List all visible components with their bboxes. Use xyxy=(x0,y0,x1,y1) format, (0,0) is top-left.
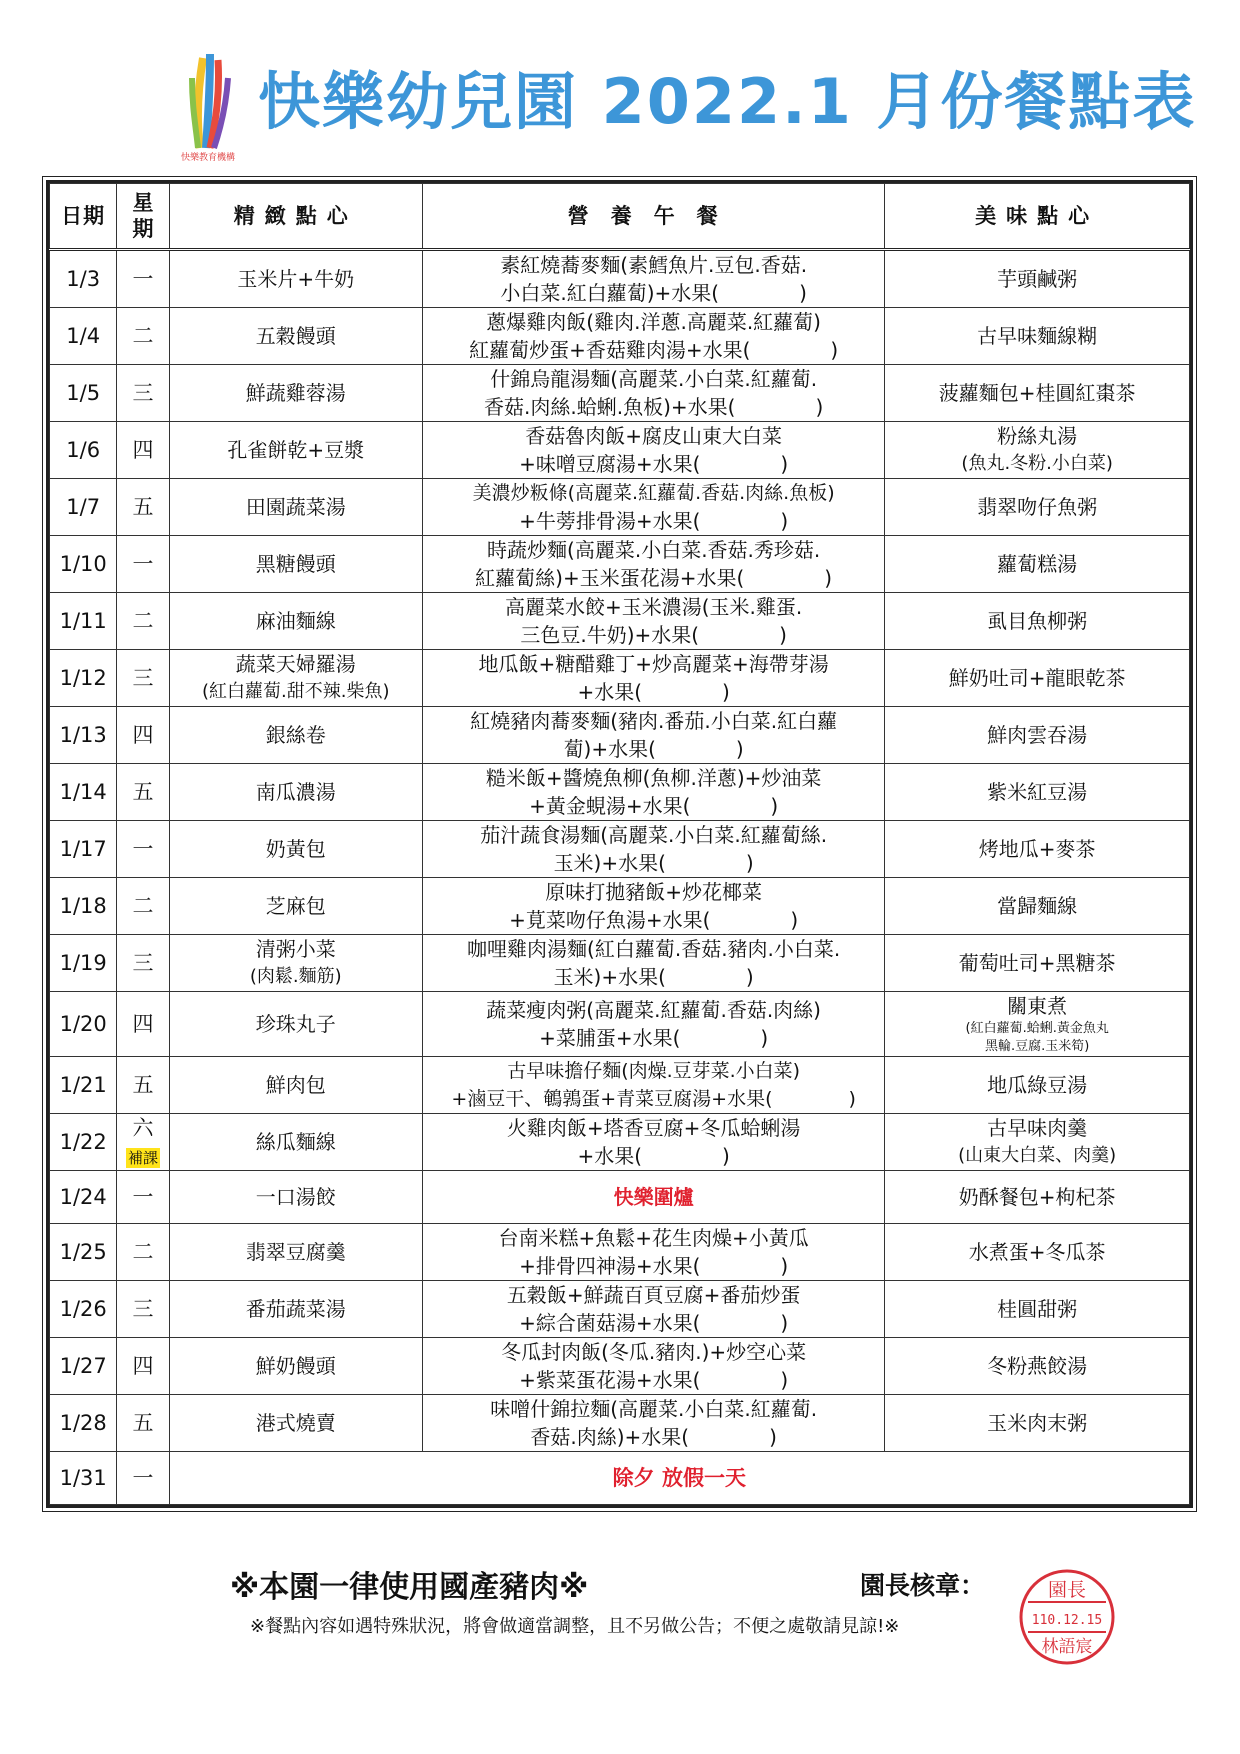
logo-caption: 快樂教育機構 xyxy=(180,152,236,162)
lunch-line: 美濃炒粄條(高麗菜.紅蘿蔔.香菇.肉絲.魚板) xyxy=(472,482,835,504)
weekday-cell xyxy=(117,1171,169,1224)
weekday-label: 六 xyxy=(132,1116,154,1140)
snack1-line: 麻油麵線 xyxy=(255,609,336,633)
weekday-label: 一 xyxy=(132,1466,154,1490)
morning-snack-cell xyxy=(169,1338,422,1395)
weekday-cell xyxy=(117,1452,169,1505)
lunch-cell xyxy=(422,365,884,422)
table-row xyxy=(50,1057,1190,1114)
afternoon-snack-cell xyxy=(885,422,1190,479)
approval-label: 園長核章： xyxy=(860,1571,986,1600)
snack2-line: 古早味麵線糊 xyxy=(977,324,1098,348)
lunch-cell xyxy=(422,593,884,650)
weekday-cell xyxy=(117,650,169,707)
lunch-line: 玉米)+水果( ) xyxy=(553,851,754,875)
afternoon-snack-cell xyxy=(885,1114,1190,1171)
weekday-cell xyxy=(117,422,169,479)
snack2-line: 虱目魚柳粥 xyxy=(987,609,1088,633)
lunch-line: 香菇.肉絲)+水果( ) xyxy=(530,1425,777,1449)
principal-stamp xyxy=(1016,1566,1118,1668)
weekday-cell xyxy=(117,1338,169,1395)
lunch-line: 玉米)+水果( ) xyxy=(553,965,754,989)
snack1-line: 玉米片+牛奶 xyxy=(237,267,355,291)
lunch-line: 糙米飯+醬燒魚柳(魚柳.洋蔥)+炒油菜 xyxy=(485,766,822,790)
weekday-label: 四 xyxy=(132,1012,154,1036)
weekday-label: 五 xyxy=(132,495,154,519)
lunch-line: 原味打拋豬飯+炒花椰菜 xyxy=(545,880,763,904)
lunch-line: +莧菜吻仔魚湯+水果( ) xyxy=(509,908,799,932)
weekday-label: 五 xyxy=(132,780,154,804)
lunch-cell xyxy=(422,935,884,992)
svg-text:林語宸: 林語宸 xyxy=(1041,1637,1093,1657)
table-row xyxy=(50,593,1190,650)
afternoon-snack-cell xyxy=(885,250,1190,308)
weekday-cell xyxy=(117,1224,169,1281)
lunch-cell xyxy=(422,479,884,536)
table-row xyxy=(50,250,1190,308)
morning-snack-cell xyxy=(169,1057,422,1114)
weekday-cell xyxy=(117,250,169,308)
pork-notice: ※本園一律使用國產豬肉※ xyxy=(230,1570,589,1605)
morning-snack-cell xyxy=(169,821,422,878)
weekday-label: 二 xyxy=(132,324,154,348)
date-cell: 1/13 xyxy=(50,707,117,764)
morning-snack-cell xyxy=(169,250,422,308)
footer-note: ※餐點內容如遇特殊狀況，將會做適當調整，且不另做公告；不便之處敬請見諒!※ xyxy=(250,1616,900,1637)
lunch-line: 古早味擔仔麵(肉燥.豆芽菜.小白菜) xyxy=(507,1060,801,1082)
snack2-line: 蘿蔔糕湯 xyxy=(997,552,1078,576)
snack2-line: 古早味肉羹 xyxy=(987,1116,1088,1140)
lunch-cell xyxy=(422,1395,884,1452)
weekday-cell xyxy=(117,308,169,365)
snack1-line: 鮮肉包 xyxy=(265,1073,326,1097)
table-row xyxy=(50,935,1190,992)
afternoon-snack-cell xyxy=(885,1057,1190,1114)
afternoon-snack-cell xyxy=(885,1281,1190,1338)
afternoon-snack-cell xyxy=(885,878,1190,935)
afternoon-snack-cell xyxy=(885,707,1190,764)
snack2-line: 翡翠吻仔魚粥 xyxy=(977,495,1098,519)
date-cell: 1/12 xyxy=(50,650,117,707)
date-cell: 1/20 xyxy=(50,992,117,1057)
date-cell: 1/31 xyxy=(50,1452,117,1505)
weekday-cell xyxy=(117,1057,169,1114)
afternoon-snack-cell xyxy=(885,536,1190,593)
weekday-label: 三 xyxy=(132,666,154,690)
lunch-line: 紅燒豬肉蕎麥麵(豬肉.番茄.小白菜.紅白蘿 xyxy=(470,709,838,733)
snack2-line: 鮮奶吐司+龍眼乾茶 xyxy=(948,666,1126,690)
lunch-line: 火雞肉飯+塔香豆腐+冬瓜蛤蜊湯 xyxy=(506,1116,801,1140)
lunch-cell xyxy=(422,764,884,821)
date-cell: 1/10 xyxy=(50,536,117,593)
snack1-line: 蔬菜天婦羅湯 xyxy=(235,652,356,676)
date-cell: 1/22 xyxy=(50,1114,117,1171)
weekday-label: 二 xyxy=(132,894,154,918)
snack2-line: 菠蘿麵包+桂圓紅棗茶 xyxy=(938,381,1136,405)
date-cell: 1/17 xyxy=(50,821,117,878)
morning-snack-cell xyxy=(169,992,422,1057)
lunch-line: 時蔬炒麵(高麗菜.小白菜.香菇.秀珍菇. xyxy=(487,538,821,562)
date-cell: 1/7 xyxy=(50,479,117,536)
afternoon-snack-cell xyxy=(885,1224,1190,1281)
lunch-line: 咖哩雞肉湯麵(紅白蘿蔔.香菇.豬肉.小白菜. xyxy=(467,937,841,961)
table-row xyxy=(50,479,1190,536)
weekday-label: 一 xyxy=(132,552,154,576)
lunch-line: +滷豆干、鵪鶉蛋+青菜豆腐湯+水果( ) xyxy=(451,1088,856,1110)
header-day-label: 星期 xyxy=(132,191,154,241)
snack1-line: 黑糖饅頭 xyxy=(255,552,336,576)
afternoon-snack-cell xyxy=(885,650,1190,707)
table-row xyxy=(50,1224,1190,1281)
date-cell: 1/5 xyxy=(50,365,117,422)
weekday-cell xyxy=(117,1114,169,1171)
header-snack2: 美味點心 xyxy=(885,184,1190,250)
weekday-label: 五 xyxy=(132,1073,154,1097)
morning-snack-cell xyxy=(169,935,422,992)
morning-snack-cell xyxy=(169,1114,422,1171)
lunch-line: 味噌什錦拉麵(高麗菜.小白菜.紅蘿蔔. xyxy=(490,1397,818,1421)
snack2-line: 紫米紅豆湯 xyxy=(987,780,1088,804)
snack1-line: 清粥小菜 xyxy=(255,937,336,961)
date-cell: 1/3 xyxy=(50,250,117,308)
date-cell: 1/27 xyxy=(50,1338,117,1395)
snack1-line: 芝麻包 xyxy=(265,894,326,918)
weekday-cell xyxy=(117,707,169,764)
afternoon-snack-cell xyxy=(885,479,1190,536)
weekday-label: 一 xyxy=(132,1185,154,1209)
snack2-line: 烤地瓜+麥茶 xyxy=(978,837,1096,861)
snack1-line: 奶黃包 xyxy=(265,837,326,861)
lunch-cell xyxy=(422,992,884,1057)
lunch-line: 高麗菜水餃+玉米濃湯(玉米.雞蛋. xyxy=(505,595,803,619)
date-cell: 1/18 xyxy=(50,878,117,935)
snack1-line: 翡翠豆腐羹 xyxy=(245,1240,346,1264)
snack1-line: 港式燒賣 xyxy=(255,1411,336,1435)
kindergarten-logo xyxy=(148,48,268,168)
date-cell: 1/6 xyxy=(50,422,117,479)
weekday-label: 一 xyxy=(132,267,154,291)
afternoon-snack-cell xyxy=(885,992,1190,1057)
morning-snack-cell xyxy=(169,764,422,821)
snack1-line: 南瓜濃湯 xyxy=(255,780,336,804)
snack1-line: 一口湯餃 xyxy=(255,1185,336,1209)
table-row xyxy=(50,422,1190,479)
snack1-line: 珍珠丸子 xyxy=(255,1012,336,1036)
weekday-cell xyxy=(117,536,169,593)
morning-snack-cell xyxy=(169,878,422,935)
holiday-cell: 除夕 放假一天 xyxy=(169,1452,1189,1505)
lunch-cell xyxy=(422,1171,884,1224)
lunch-line: 紅蘿蔔炒蛋+香菇雞肉湯+水果( ) xyxy=(469,338,839,362)
lunch-cell xyxy=(422,878,884,935)
date-cell: 1/21 xyxy=(50,1057,117,1114)
menu-table-frame xyxy=(46,180,1193,1508)
afternoon-snack-cell xyxy=(885,935,1190,992)
weekday-cell xyxy=(117,479,169,536)
morning-snack-cell xyxy=(169,479,422,536)
date-cell: 1/24 xyxy=(50,1171,117,1224)
lunch-cell xyxy=(422,250,884,308)
weekday-label: 二 xyxy=(132,1240,154,1264)
lunch-cell xyxy=(422,1281,884,1338)
lunch-line: +紫菜蛋花湯+水果( ) xyxy=(519,1368,789,1392)
lunch-line: +水果( ) xyxy=(577,1144,730,1168)
date-cell: 1/11 xyxy=(50,593,117,650)
lunch-line: 什錦烏龍湯麵(高麗菜.小白菜.紅蘿蔔. xyxy=(490,367,818,391)
snack2-line: 葡萄吐司+黑糖茶 xyxy=(958,951,1116,975)
afternoon-snack-cell xyxy=(885,1338,1190,1395)
table-row xyxy=(50,707,1190,764)
table-row xyxy=(50,764,1190,821)
snack1-line: (肉鬆.麵筋) xyxy=(249,966,342,987)
morning-snack-cell xyxy=(169,422,422,479)
afternoon-snack-cell xyxy=(885,308,1190,365)
lunch-line: +排骨四神湯+水果( ) xyxy=(519,1254,789,1278)
date-cell: 1/28 xyxy=(50,1395,117,1452)
snack1-line: 鮮奶饅頭 xyxy=(255,1354,336,1378)
date-cell: 1/26 xyxy=(50,1281,117,1338)
snack1-line: 田園蔬菜湯 xyxy=(245,495,346,519)
table-header-row xyxy=(50,184,1190,250)
weekday-label: 三 xyxy=(132,951,154,975)
header-date: 日期 xyxy=(50,184,117,250)
afternoon-snack-cell xyxy=(885,365,1190,422)
snack2-line: 粉絲丸湯 xyxy=(997,424,1078,448)
table-row xyxy=(50,650,1190,707)
snack2-line: 玉米肉末粥 xyxy=(987,1411,1088,1435)
lunch-line: +黃金蜆湯+水果( ) xyxy=(529,794,779,818)
lunch-cell xyxy=(422,1057,884,1114)
lunch-line: 地瓜飯+糖醋雞丁+炒高麗菜+海帶芽湯 xyxy=(478,652,829,676)
weekday-label: 一 xyxy=(132,837,154,861)
header-day xyxy=(117,184,169,250)
weekday-cell xyxy=(117,821,169,878)
table-row xyxy=(50,992,1190,1057)
weekday-label: 四 xyxy=(132,1354,154,1378)
lunch-line: 素紅燒蕎麥麵(素鱈魚片.豆包.香菇. xyxy=(500,253,808,277)
table-row xyxy=(50,365,1190,422)
snack2-line: 關東煮 xyxy=(1007,994,1068,1018)
morning-snack-cell xyxy=(169,593,422,650)
weekday-cell xyxy=(117,1395,169,1452)
menu-table xyxy=(49,183,1190,1505)
lunch-line: 香菇魯肉飯+腐皮山東大白菜 xyxy=(525,424,783,448)
lunch-line: 香菇.肉絲.蛤蜊.魚板)+水果( ) xyxy=(484,395,824,419)
lunch-line: +味噌豆腐湯+水果( ) xyxy=(519,452,789,476)
table-row xyxy=(50,1281,1190,1338)
lunch-line: +菜脯蛋+水果( ) xyxy=(539,1026,769,1050)
snack2-line: 桂圓甜粥 xyxy=(997,1297,1078,1321)
lunch-line: +牛蒡排骨湯+水果( ) xyxy=(519,509,789,533)
weekday-label: 二 xyxy=(132,609,154,633)
table-body xyxy=(50,250,1190,1505)
afternoon-snack-cell xyxy=(885,593,1190,650)
svg-text:園長: 園長 xyxy=(1047,1579,1087,1601)
weekday-cell xyxy=(117,764,169,821)
makeup-class-badge: 補課 xyxy=(127,1149,158,1167)
morning-snack-cell xyxy=(169,536,422,593)
weekday-cell xyxy=(117,992,169,1057)
weekday-cell xyxy=(117,1281,169,1338)
snack2-line: 當歸麵線 xyxy=(997,894,1078,918)
lunch-line: 蔔)+水果( ) xyxy=(563,737,744,761)
lunch-line: +綜合菌菇湯+水果( ) xyxy=(519,1311,789,1335)
table-row xyxy=(50,1338,1190,1395)
snack2-line: (山東大白菜、肉羹) xyxy=(958,1145,1117,1166)
snack2-line: 芋頭鹹粥 xyxy=(997,267,1078,291)
table-row xyxy=(50,308,1190,365)
weekday-label: 三 xyxy=(132,381,154,405)
page-title: 快樂幼兒園 2022.1 月份餐點表 xyxy=(258,65,1197,138)
weekday-label: 五 xyxy=(132,1411,154,1435)
snack2-line: (紅白蘿蔔.蛤蜊.黃金魚丸 xyxy=(965,1021,1109,1036)
table-row xyxy=(50,1114,1190,1171)
lunch-line: 冬瓜封肉飯(冬瓜.豬肉.)+炒空心菜 xyxy=(501,1340,807,1364)
lunch-line: 五穀飯+鮮蔬百頁豆腐+番茄炒蛋 xyxy=(506,1283,801,1307)
lunch-cell xyxy=(422,308,884,365)
snack2-line: 黑輪.豆腐.玉米筍) xyxy=(985,1039,1090,1054)
lunch-line: 台南米糕+魚鬆+花生肉燥+小黃瓜 xyxy=(498,1226,809,1250)
snack1-line: 番茄蔬菜湯 xyxy=(245,1297,346,1321)
table-row xyxy=(50,1452,1190,1505)
lunch-cell xyxy=(422,1224,884,1281)
header-lunch: 營養午餐 xyxy=(422,184,884,250)
lunch-line: 紅蘿蔔絲)+玉米蛋花湯+水果( ) xyxy=(475,566,833,590)
lunch-line: 快樂圍爐 xyxy=(613,1185,694,1209)
date-cell: 1/19 xyxy=(50,935,117,992)
lunch-cell xyxy=(422,1338,884,1395)
afternoon-snack-cell xyxy=(885,1395,1190,1452)
snack2-line: 地瓜綠豆湯 xyxy=(987,1073,1088,1097)
lunch-cell xyxy=(422,422,884,479)
snack1-line: 鮮蔬雞蓉湯 xyxy=(245,381,346,405)
weekday-cell xyxy=(117,878,169,935)
snack2-line: 水煮蛋+冬瓜茶 xyxy=(968,1240,1106,1264)
snack2-line: 鮮肉雲吞湯 xyxy=(987,723,1088,747)
snack1-line: 孔雀餅乾+豆漿 xyxy=(227,438,365,462)
lunch-line: 茄汁蔬食湯麵(高麗菜.小白菜.紅蘿蔔絲. xyxy=(480,823,828,847)
morning-snack-cell xyxy=(169,308,422,365)
snack1-line: 絲瓜麵線 xyxy=(255,1130,336,1154)
snack2-line: 冬粉燕餃湯 xyxy=(987,1354,1088,1378)
morning-snack-cell xyxy=(169,1395,422,1452)
table-row xyxy=(50,536,1190,593)
date-cell: 1/14 xyxy=(50,764,117,821)
lunch-cell xyxy=(422,821,884,878)
table-row xyxy=(50,1395,1190,1452)
snack1-line: (紅白蘿蔔.甜不辣.柴魚) xyxy=(202,681,390,702)
lunch-line: 三色豆.牛奶)+水果( ) xyxy=(520,623,787,647)
snack1-line: 銀絲卷 xyxy=(265,723,326,747)
afternoon-snack-cell xyxy=(885,1171,1190,1224)
lunch-line: 小白菜.紅白蘿蔔)+水果( ) xyxy=(500,281,807,305)
weekday-cell xyxy=(117,365,169,422)
morning-snack-cell xyxy=(169,365,422,422)
lunch-line: 蔬菜瘦肉粥(高麗菜.紅蘿蔔.香菇.肉絲) xyxy=(486,998,821,1022)
table-row xyxy=(50,1171,1190,1224)
morning-snack-cell xyxy=(169,1171,422,1224)
morning-snack-cell xyxy=(169,1224,422,1281)
weekday-label: 三 xyxy=(132,1297,154,1321)
afternoon-snack-cell xyxy=(885,764,1190,821)
lunch-cell xyxy=(422,650,884,707)
svg-text:110.12.15: 110.12.15 xyxy=(1031,1613,1103,1628)
morning-snack-cell xyxy=(169,1281,422,1338)
lunch-cell xyxy=(422,536,884,593)
snack2-line: (魚丸.冬粉.小白菜) xyxy=(961,453,1113,474)
weekday-cell xyxy=(117,593,169,650)
weekday-label: 四 xyxy=(132,723,154,747)
snack1-line: 五穀饅頭 xyxy=(255,324,336,348)
date-cell: 1/4 xyxy=(50,308,117,365)
snack2-line: 奶酥餐包+枸杞茶 xyxy=(958,1185,1116,1209)
lunch-cell xyxy=(422,707,884,764)
morning-snack-cell xyxy=(169,650,422,707)
table-row xyxy=(50,878,1190,935)
morning-snack-cell xyxy=(169,707,422,764)
table-row xyxy=(50,821,1190,878)
weekday-label: 四 xyxy=(132,438,154,462)
weekday-cell xyxy=(117,935,169,992)
date-cell: 1/25 xyxy=(50,1224,117,1281)
lunch-cell xyxy=(422,1114,884,1171)
afternoon-snack-cell xyxy=(885,821,1190,878)
lunch-line: 蔥爆雞肉飯(雞肉.洋蔥.高麗菜.紅蘿蔔) xyxy=(486,310,821,334)
lunch-line: +水果( ) xyxy=(577,680,730,704)
header-snack1: 精緻點心 xyxy=(169,184,422,250)
